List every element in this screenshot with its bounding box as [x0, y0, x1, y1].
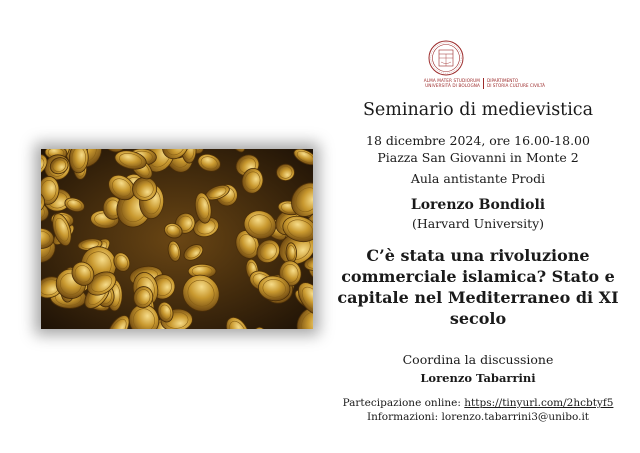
online-link[interactable]: https://tinyurl.com/2hcbtyf5	[464, 397, 614, 409]
event-address: Piazza San Giovanni in Monte 2	[377, 150, 579, 165]
speaker-name: Lorenzo Bondioli	[410, 197, 546, 213]
talk-title-line: capitale nel Mediterraneo di XI	[337, 288, 619, 307]
department-name-line2: DI STORIA CULTURE CIVILTÀ	[487, 83, 546, 89]
online-participation	[330, 396, 626, 410]
chair-label: Coordina la discussione	[402, 352, 554, 367]
gold-coins-illustration	[41, 149, 313, 329]
contact-info: Informazioni: lorenzo.tabarrini3@unibo.it	[366, 411, 590, 423]
university-name-line1: ALMA MATER STUDIORUM	[423, 78, 480, 83]
department-name-line1: DIPARTIMENTO	[487, 78, 519, 83]
participation-info	[330, 396, 626, 424]
event-datetime: 18 dicembre 2024, ore 16.00-18.00	[366, 133, 590, 148]
university-logo	[412, 40, 562, 94]
event-date-address	[330, 132, 626, 166]
speaker-affiliation: (Harvard University)	[411, 216, 545, 231]
event-room: Aula antistante Prodi	[410, 171, 546, 186]
university-name-line2: UNIVERSITÀ DI BOLOGNA	[425, 83, 480, 89]
talk-title-line: C’è stata una rivoluzione	[366, 246, 590, 265]
talk-title-line: secolo	[449, 309, 507, 328]
seminar-series-title: Seminario di medievistica	[362, 100, 594, 120]
university-name	[412, 78, 480, 89]
chair-name: Lorenzo Tabarrini	[420, 371, 536, 385]
talk-title	[330, 245, 626, 329]
gold-coins-photo	[41, 149, 313, 329]
coin	[276, 164, 294, 181]
logo-divider	[483, 78, 484, 89]
department-name	[487, 78, 562, 89]
university-seal-icon	[428, 40, 464, 76]
online-label: Partecipazione online:	[342, 397, 465, 409]
talk-title-line: commerciale islamica? Stato e	[341, 267, 615, 286]
